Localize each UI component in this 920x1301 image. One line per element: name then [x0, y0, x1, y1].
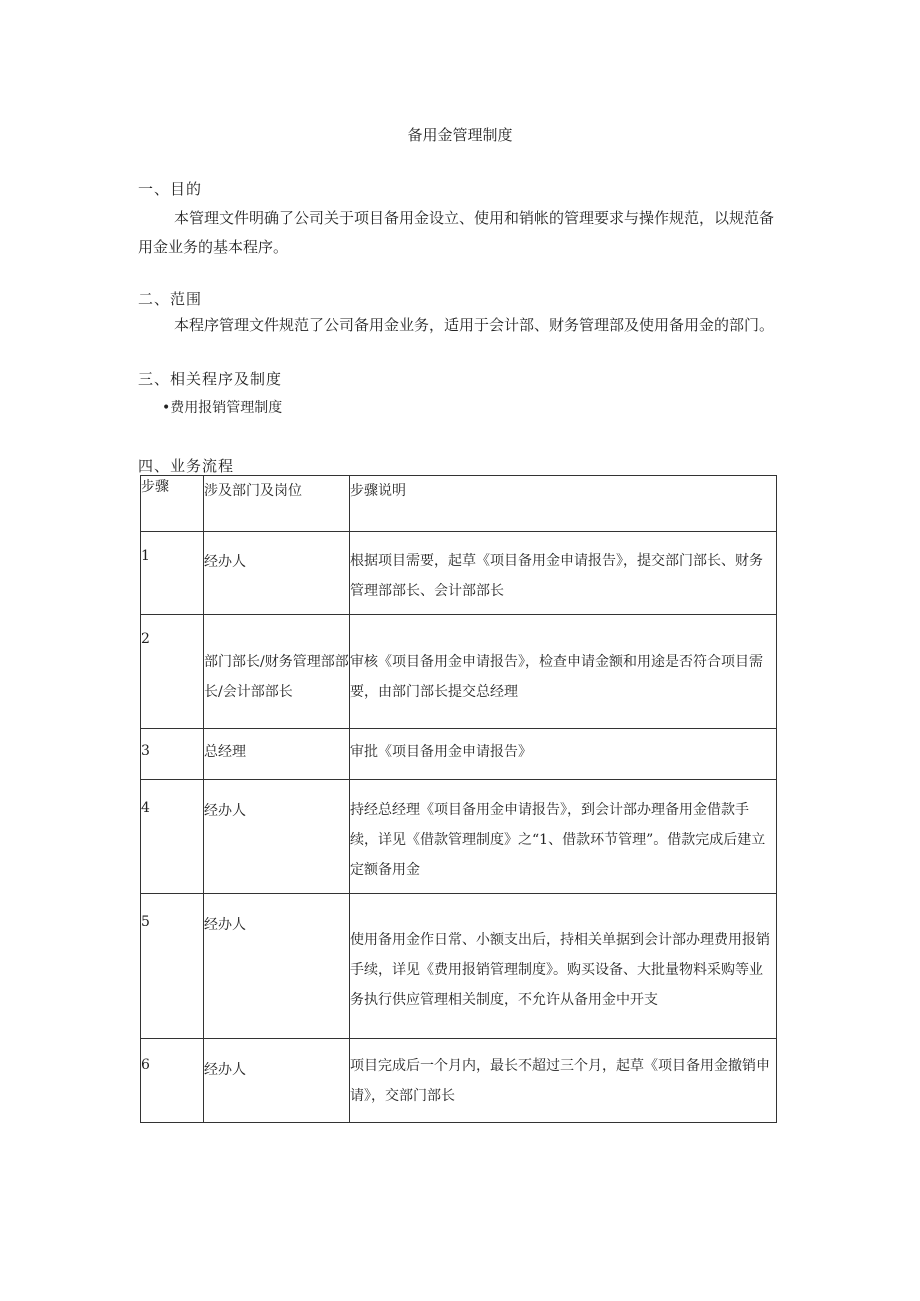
process-table: [140, 475, 777, 1123]
table-row: [141, 894, 777, 1039]
row-step: 5: [141, 894, 204, 1039]
section-heading-purpose: 一、目的: [138, 180, 203, 198]
row-desc: 使用备用金作日常、小额支出后，持相关单据到会计部办理费用报销手续，详见《费用报销管理制度》。购买设备、大批量物料采购等业务执行供应管理相关制度，不允许从备用金中开支: [350, 894, 777, 1039]
header-dept: 涉及部门及岗位: [204, 476, 350, 532]
table-row: [141, 615, 777, 729]
section-paragraph-purpose: 本管理文件明确了公司关于项目备用金设立、使用和销帐的管理要求与操作规范，以规范备用金业务的基本程序。: [138, 209, 775, 256]
row-dept: 总经理: [204, 729, 350, 780]
row-desc: 项目完成后一个月内，最长不超过三个月，起草《项目备用金撤销申请》，交部门部长: [350, 1039, 777, 1123]
row-desc: 根据项目需要，起草《项目备用金申请报告》，提交部门部长、财务管理部部长、会计部部长: [350, 532, 777, 615]
header-desc: 步骤说明: [350, 476, 777, 532]
row-desc: 审核《项目备用金申请报告》，检查申请金额和用途是否符合项目需要，由部门部长提交总经理: [350, 615, 777, 729]
section-heading-related: 三、相关程序及制度: [138, 370, 283, 388]
table-row: [141, 729, 777, 780]
row-dept: 经办人: [204, 780, 350, 894]
table-header-row: [141, 476, 777, 532]
row-dept: 经办人: [204, 532, 350, 615]
table-row: [141, 780, 777, 894]
row-desc: 持经总经理《项目备用金申请报告》，到会计部办理备用金借款手续，详见《借款管理制度》之“1、借款环节管理”。借款完成后建立定额备用金: [350, 780, 777, 894]
row-step: 6: [141, 1039, 204, 1123]
row-step: 1: [141, 532, 204, 615]
section-paragraph-scope: 本程序管理文件规范了公司备用金业务，适用于会计部、财务管理部及使用备用金的部门。: [174, 316, 775, 334]
row-dept: 部门部长/财务管理部部长/会计部部长: [204, 615, 350, 729]
row-dept: 经办人: [204, 1039, 350, 1123]
section-heading-process: 四、业务流程: [138, 457, 235, 475]
section-heading-scope: 二、范围: [138, 290, 203, 308]
related-bullet-item: •费用报销管理制度: [162, 400, 283, 416]
table-row: [141, 532, 777, 615]
header-step: 步骤: [141, 476, 204, 532]
row-step: 4: [141, 780, 204, 894]
table-row: [141, 1039, 777, 1123]
row-step: 3: [141, 729, 204, 780]
row-step: 2: [141, 615, 204, 729]
row-dept: 经办人: [204, 894, 350, 1039]
row-desc: 审批《项目备用金申请报告》: [350, 729, 777, 780]
document-title: 备用金管理制度: [407, 126, 513, 144]
